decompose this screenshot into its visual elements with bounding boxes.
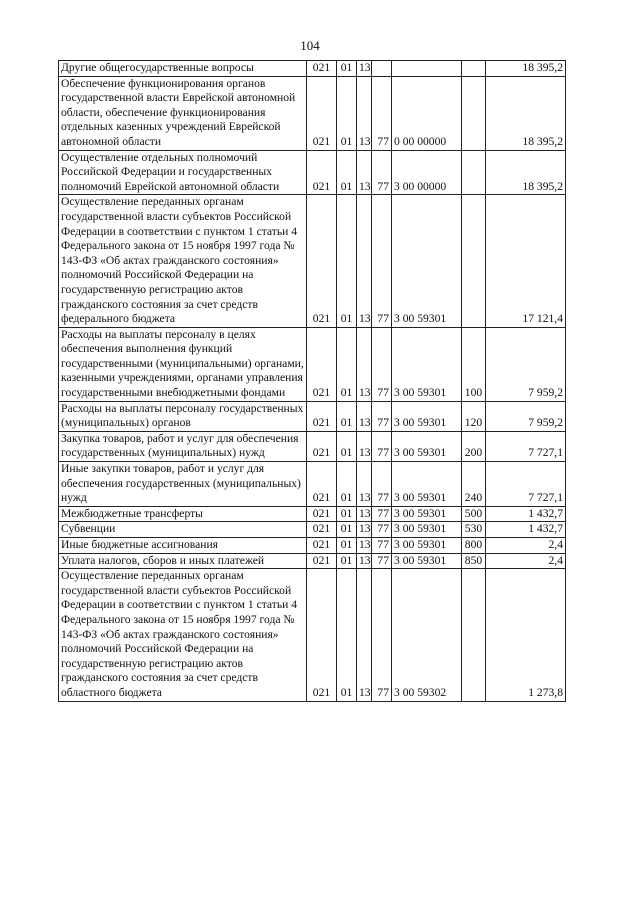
- section-code: 01: [337, 150, 357, 195]
- row-name: Иные бюджетные ассигнования: [59, 538, 307, 554]
- row-amount: 18 395,2: [486, 61, 566, 77]
- subsection-code: 13: [357, 150, 372, 195]
- program-code: 77: [372, 195, 392, 327]
- row-amount: 1 273,8: [486, 569, 566, 701]
- table-row: [59, 327, 566, 401]
- expense-type-code: 500: [462, 506, 486, 522]
- admin-code: 021: [307, 401, 337, 431]
- subsection-code: 13: [357, 462, 372, 507]
- admin-code: 021: [307, 61, 337, 77]
- admin-code: 021: [307, 150, 337, 195]
- table-row: [59, 506, 566, 522]
- subsection-code: 13: [357, 327, 372, 401]
- row-name: Расходы на выплаты персоналу государственных (муниципальных) органов: [59, 401, 307, 431]
- target-article-code: 3 00 59301: [392, 538, 462, 554]
- row-amount: 7 959,2: [486, 401, 566, 431]
- subsection-code: 13: [357, 61, 372, 77]
- program-code: 77: [372, 506, 392, 522]
- target-article-code: 3 00 59301: [392, 522, 462, 538]
- table-row: [59, 401, 566, 431]
- subsection-code: 13: [357, 431, 372, 461]
- row-amount: 2,4: [486, 553, 566, 569]
- target-article-code: 3 00 59301: [392, 506, 462, 522]
- row-amount: 7 727,1: [486, 462, 566, 507]
- target-article-code: 3 00 59302: [392, 569, 462, 701]
- target-article-code: 3 00 59301: [392, 195, 462, 327]
- admin-code: 021: [307, 327, 337, 401]
- program-code: 77: [372, 401, 392, 431]
- expense-type-code: 800: [462, 538, 486, 554]
- table-row: [59, 553, 566, 569]
- target-article-code: 3 00 59301: [392, 553, 462, 569]
- program-code: 77: [372, 431, 392, 461]
- target-article-code: 3 00 59301: [392, 327, 462, 401]
- row-amount: 18 395,2: [486, 150, 566, 195]
- subsection-code: 13: [357, 401, 372, 431]
- table-row: [59, 76, 566, 150]
- section-code: 01: [337, 76, 357, 150]
- subsection-code: 13: [357, 538, 372, 554]
- table-row: [59, 522, 566, 538]
- row-name: Уплата налогов, сборов и иных платежей: [59, 553, 307, 569]
- expense-type-code: 530: [462, 522, 486, 538]
- table-row: [59, 462, 566, 507]
- table-row: [59, 61, 566, 77]
- section-code: 01: [337, 553, 357, 569]
- section-code: 01: [337, 61, 357, 77]
- row-name: Иные закупки товаров, работ и услуг для обеспечения государственных (муниципальных) нужд: [59, 462, 307, 507]
- budget-table-body: [59, 61, 566, 702]
- expense-type-code: 200: [462, 431, 486, 461]
- row-name: Закупка товаров, работ и услуг для обеспечения государственных (муниципальных) нужд: [59, 431, 307, 461]
- page-number: 104: [300, 38, 320, 53]
- row-name: Другие общегосударственные вопросы: [59, 61, 307, 77]
- subsection-code: 13: [357, 522, 372, 538]
- subsection-code: 13: [357, 569, 372, 701]
- row-name: Осуществление отдельных полномочий Российской Федерации и государственных полномочий Еврейской автономной области: [59, 150, 307, 195]
- admin-code: 021: [307, 538, 337, 554]
- admin-code: 021: [307, 553, 337, 569]
- table-row: [59, 150, 566, 195]
- expense-type-code: 100: [462, 327, 486, 401]
- admin-code: 021: [307, 569, 337, 701]
- table-row: [59, 538, 566, 554]
- row-name: Межбюджетные трансферты: [59, 506, 307, 522]
- row-name: Расходы на выплаты персоналу в целях обеспечения выполнения функций государственными (муниципальными) органами, казенными учреждениями, органами управления государственными внебюджетными фондами: [59, 327, 307, 401]
- row-name: Осуществление переданных органам государственной власти субъектов Российской Федерации в соответствии с пунктом 1 статьи 4 Федерального закона от 15 ноября 1997 года № 143-ФЗ «Об актах гражданского состояния» полномочий Российской Федерации на государственную регистрацию актов гражданского состояния за счет средств федерального бюджета: [59, 195, 307, 327]
- expense-type-code: 850: [462, 553, 486, 569]
- program-code: 77: [372, 569, 392, 701]
- target-article-code: 3 00 59301: [392, 462, 462, 507]
- expense-type-code: [462, 61, 486, 77]
- expense-type-code: 120: [462, 401, 486, 431]
- target-article-code: 3 00 59301: [392, 401, 462, 431]
- section-code: 01: [337, 522, 357, 538]
- program-code: 77: [372, 522, 392, 538]
- program-code: 77: [372, 553, 392, 569]
- admin-code: 021: [307, 195, 337, 327]
- row-amount: 7 959,2: [486, 327, 566, 401]
- target-article-code: 0 00 00000: [392, 76, 462, 150]
- section-code: 01: [337, 195, 357, 327]
- subsection-code: 13: [357, 506, 372, 522]
- row-amount: 1 432,7: [486, 506, 566, 522]
- admin-code: 021: [307, 462, 337, 507]
- table-row: [59, 195, 566, 327]
- admin-code: 021: [307, 76, 337, 150]
- admin-code: 021: [307, 431, 337, 461]
- table-row: [59, 431, 566, 461]
- expense-type-code: [462, 150, 486, 195]
- expense-type-code: [462, 195, 486, 327]
- section-code: 01: [337, 327, 357, 401]
- row-amount: 18 395,2: [486, 76, 566, 150]
- section-code: 01: [337, 431, 357, 461]
- row-amount: 2,4: [486, 538, 566, 554]
- target-article-code: [392, 61, 462, 77]
- expense-type-code: [462, 76, 486, 150]
- section-code: 01: [337, 538, 357, 554]
- expense-type-code: 240: [462, 462, 486, 507]
- target-article-code: 3 00 00000: [392, 150, 462, 195]
- section-code: 01: [337, 569, 357, 701]
- table-row: [59, 569, 566, 701]
- section-code: 01: [337, 462, 357, 507]
- program-code: 77: [372, 538, 392, 554]
- admin-code: 021: [307, 522, 337, 538]
- row-amount: 7 727,1: [486, 431, 566, 461]
- row-name: Осуществление переданных органам государственной власти субъектов Российской Федерации в соответствии с пунктом 1 статьи 4 Федерального закона от 15 ноября 1997 года № 143-ФЗ «Об актах гражданского состояния» полномочий Российской Федерации на государственную регистрацию актов гражданского состояния за счет средств областного бюджета: [59, 569, 307, 701]
- admin-code: 021: [307, 506, 337, 522]
- program-code: [372, 61, 392, 77]
- program-code: 77: [372, 327, 392, 401]
- row-name: Субвенции: [59, 522, 307, 538]
- subsection-code: 13: [357, 195, 372, 327]
- section-code: 01: [337, 401, 357, 431]
- section-code: 01: [337, 506, 357, 522]
- subsection-code: 13: [357, 553, 372, 569]
- target-article-code: 3 00 59301: [392, 431, 462, 461]
- row-amount: 1 432,7: [486, 522, 566, 538]
- program-code: 77: [372, 76, 392, 150]
- program-code: 77: [372, 462, 392, 507]
- row-amount: 17 121,4: [486, 195, 566, 327]
- program-code: 77: [372, 150, 392, 195]
- budget-table: [58, 60, 566, 702]
- row-name: Обеспечение функционирования органов государственной власти Еврейской автономной области, обеспечение функционирования отдельных казенных учреждений Еврейской автономной области: [59, 76, 307, 150]
- expense-type-code: [462, 569, 486, 701]
- subsection-code: 13: [357, 76, 372, 150]
